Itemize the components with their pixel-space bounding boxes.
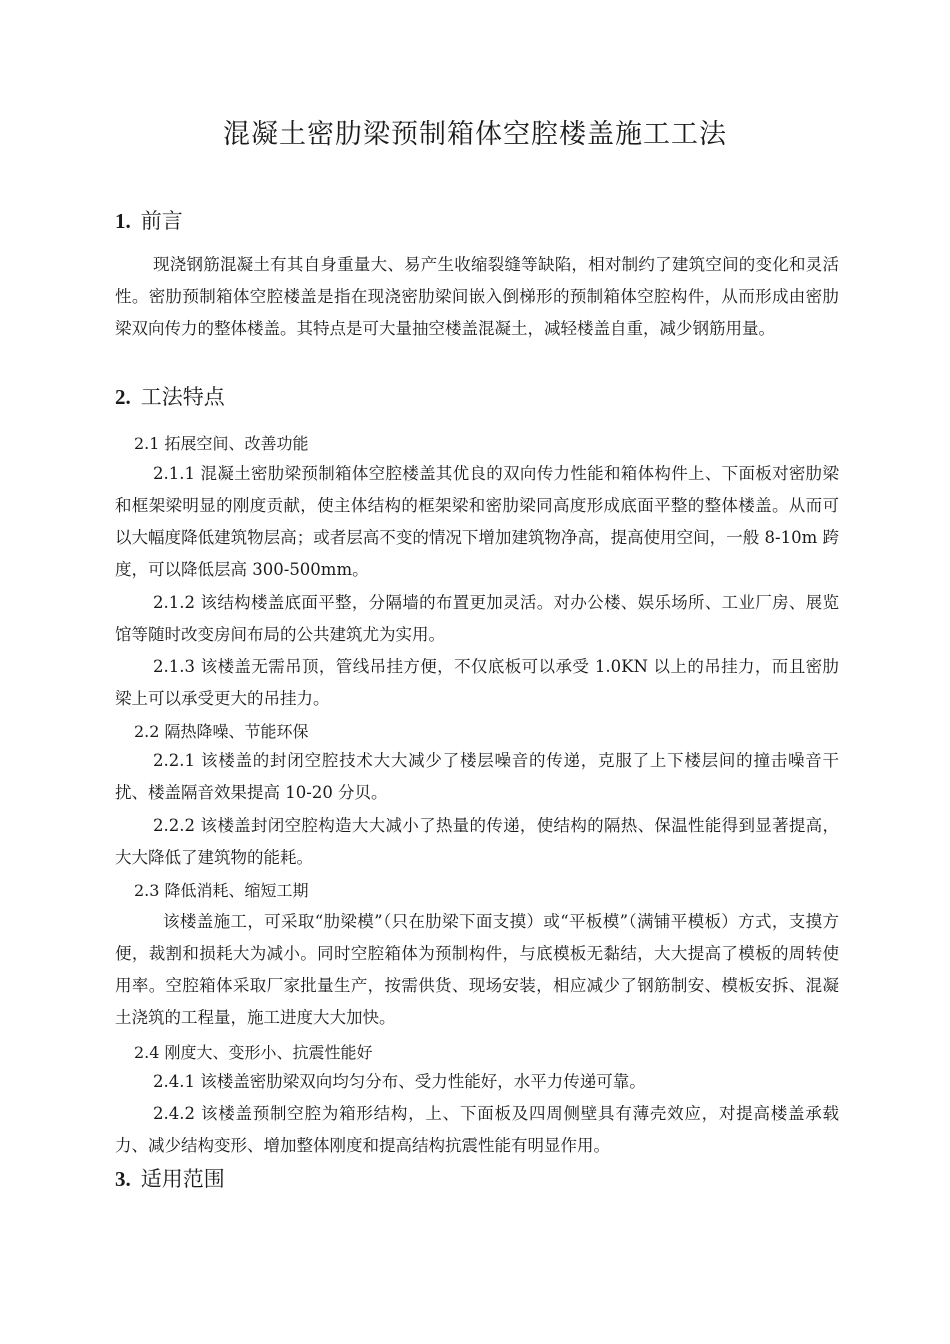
section-1-heading	[115, 205, 183, 235]
subsection-2-1-heading: 2.1 拓展空间、改善功能	[134, 434, 309, 453]
section-3-heading	[115, 1163, 225, 1193]
paragraph-2-1-1: 2.1.1 混凝土密肋梁预制箱体空腔楼盖其优良的双向传力性能和箱体构件上、下面板对密肋梁和框架梁明显的刚度贡献，使主体结构的框架梁和密肋梁同高度形成底面平整的整体楼盖。从而可以大幅度降低建筑物层高；或者层高不变的情况下增加建筑物净高，提高使用空间，一般 8-10m 跨度，可以降低层高 300-500mm。	[115, 464, 839, 579]
section-title: 前言	[140, 209, 183, 233]
paragraph-2-1-3: 2.1.3 该楼盖无需吊顶，管线吊挂方便，不仅底板可以承受 1.0KN 以上的吊挂力，而且密肋梁上可以承受更大的吊挂力。	[115, 657, 839, 708]
section-number: 2.	[115, 385, 131, 409]
document-title: 混凝土密肋梁预制箱体空腔楼盖施工工法	[223, 119, 727, 150]
section-title: 工法特点	[140, 385, 225, 409]
paragraph-2-4-1: 2.4.1 该楼盖密肋梁双向均匀分布、受力性能好，水平力传递可靠。	[153, 1072, 646, 1091]
paragraph-intro: 现浇钢筋混凝土有其自身重量大、易产生收缩裂缝等缺陷，相对制约了建筑空间的变化和灵活性。密肋预制箱体空腔楼盖是指在现浇密肋梁间嵌入倒梯形的预制箱体空腔构件，从而形成由密肋梁双向传力的整体楼盖。其特点是可大量抽空楼盖混凝土，减轻楼盖自重，减少钢筋用量。	[115, 255, 839, 338]
subsection-2-4-heading: 2.4 刚度大、变形小、抗震性能好	[134, 1043, 373, 1062]
paragraph-2-1-2: 2.1.2 该结构楼盖底面平整，分隔墙的布置更加灵活。对办公楼、娱乐场所、工业厂房、展览馆等随时改变房间布局的公共建筑尤为实用。	[115, 593, 839, 644]
paragraph-2-4-2: 2.4.2 该楼盖预制空腔为箱形结构，上、下面板及四周侧壁具有薄壳效应，对提高楼盖承载力、减少结构变形、增加整体刚度和提高结构抗震性能有明显作用。	[115, 1104, 839, 1155]
paragraph-2-2-2: 2.2.2 该楼盖封闭空腔构造大大减小了热量的传递，使结构的隔热、保温性能得到显著提高，大大降低了建筑物的能耗。	[115, 816, 839, 867]
section-number: 1.	[115, 209, 131, 233]
subsection-2-2-heading: 2.2 隔热降噪、节能环保	[134, 722, 309, 741]
section-title: 适用范围	[140, 1167, 225, 1191]
paragraph-2-2-1: 2.2.1 该楼盖的封闭空腔技术大大减少了楼层噪音的传递，克服了上下楼层间的撞击噪音干扰、楼盖隔音效果提高 10-20 分贝。	[115, 751, 839, 802]
subsection-2-3-heading: 2.3 降低消耗、缩短工期	[134, 881, 309, 900]
paragraph-2-3: 该楼盖施工，可采取“肋梁模”（只在肋梁下面支摸）或“平板模”（满铺平模板）方式，支摸方便，裁割和损耗大为减小。同时空腔箱体为预制构件，与底模板无黏结，大大提高了模板的周转使用率。空腔箱体采取厂家批量生产，按需供货、现场安装，相应减少了钢筋制安、模板安拆、混凝土浇筑的工程量，施工进度大大加快。	[115, 912, 839, 1027]
section-number: 3.	[115, 1167, 131, 1191]
section-2-heading	[115, 381, 225, 411]
